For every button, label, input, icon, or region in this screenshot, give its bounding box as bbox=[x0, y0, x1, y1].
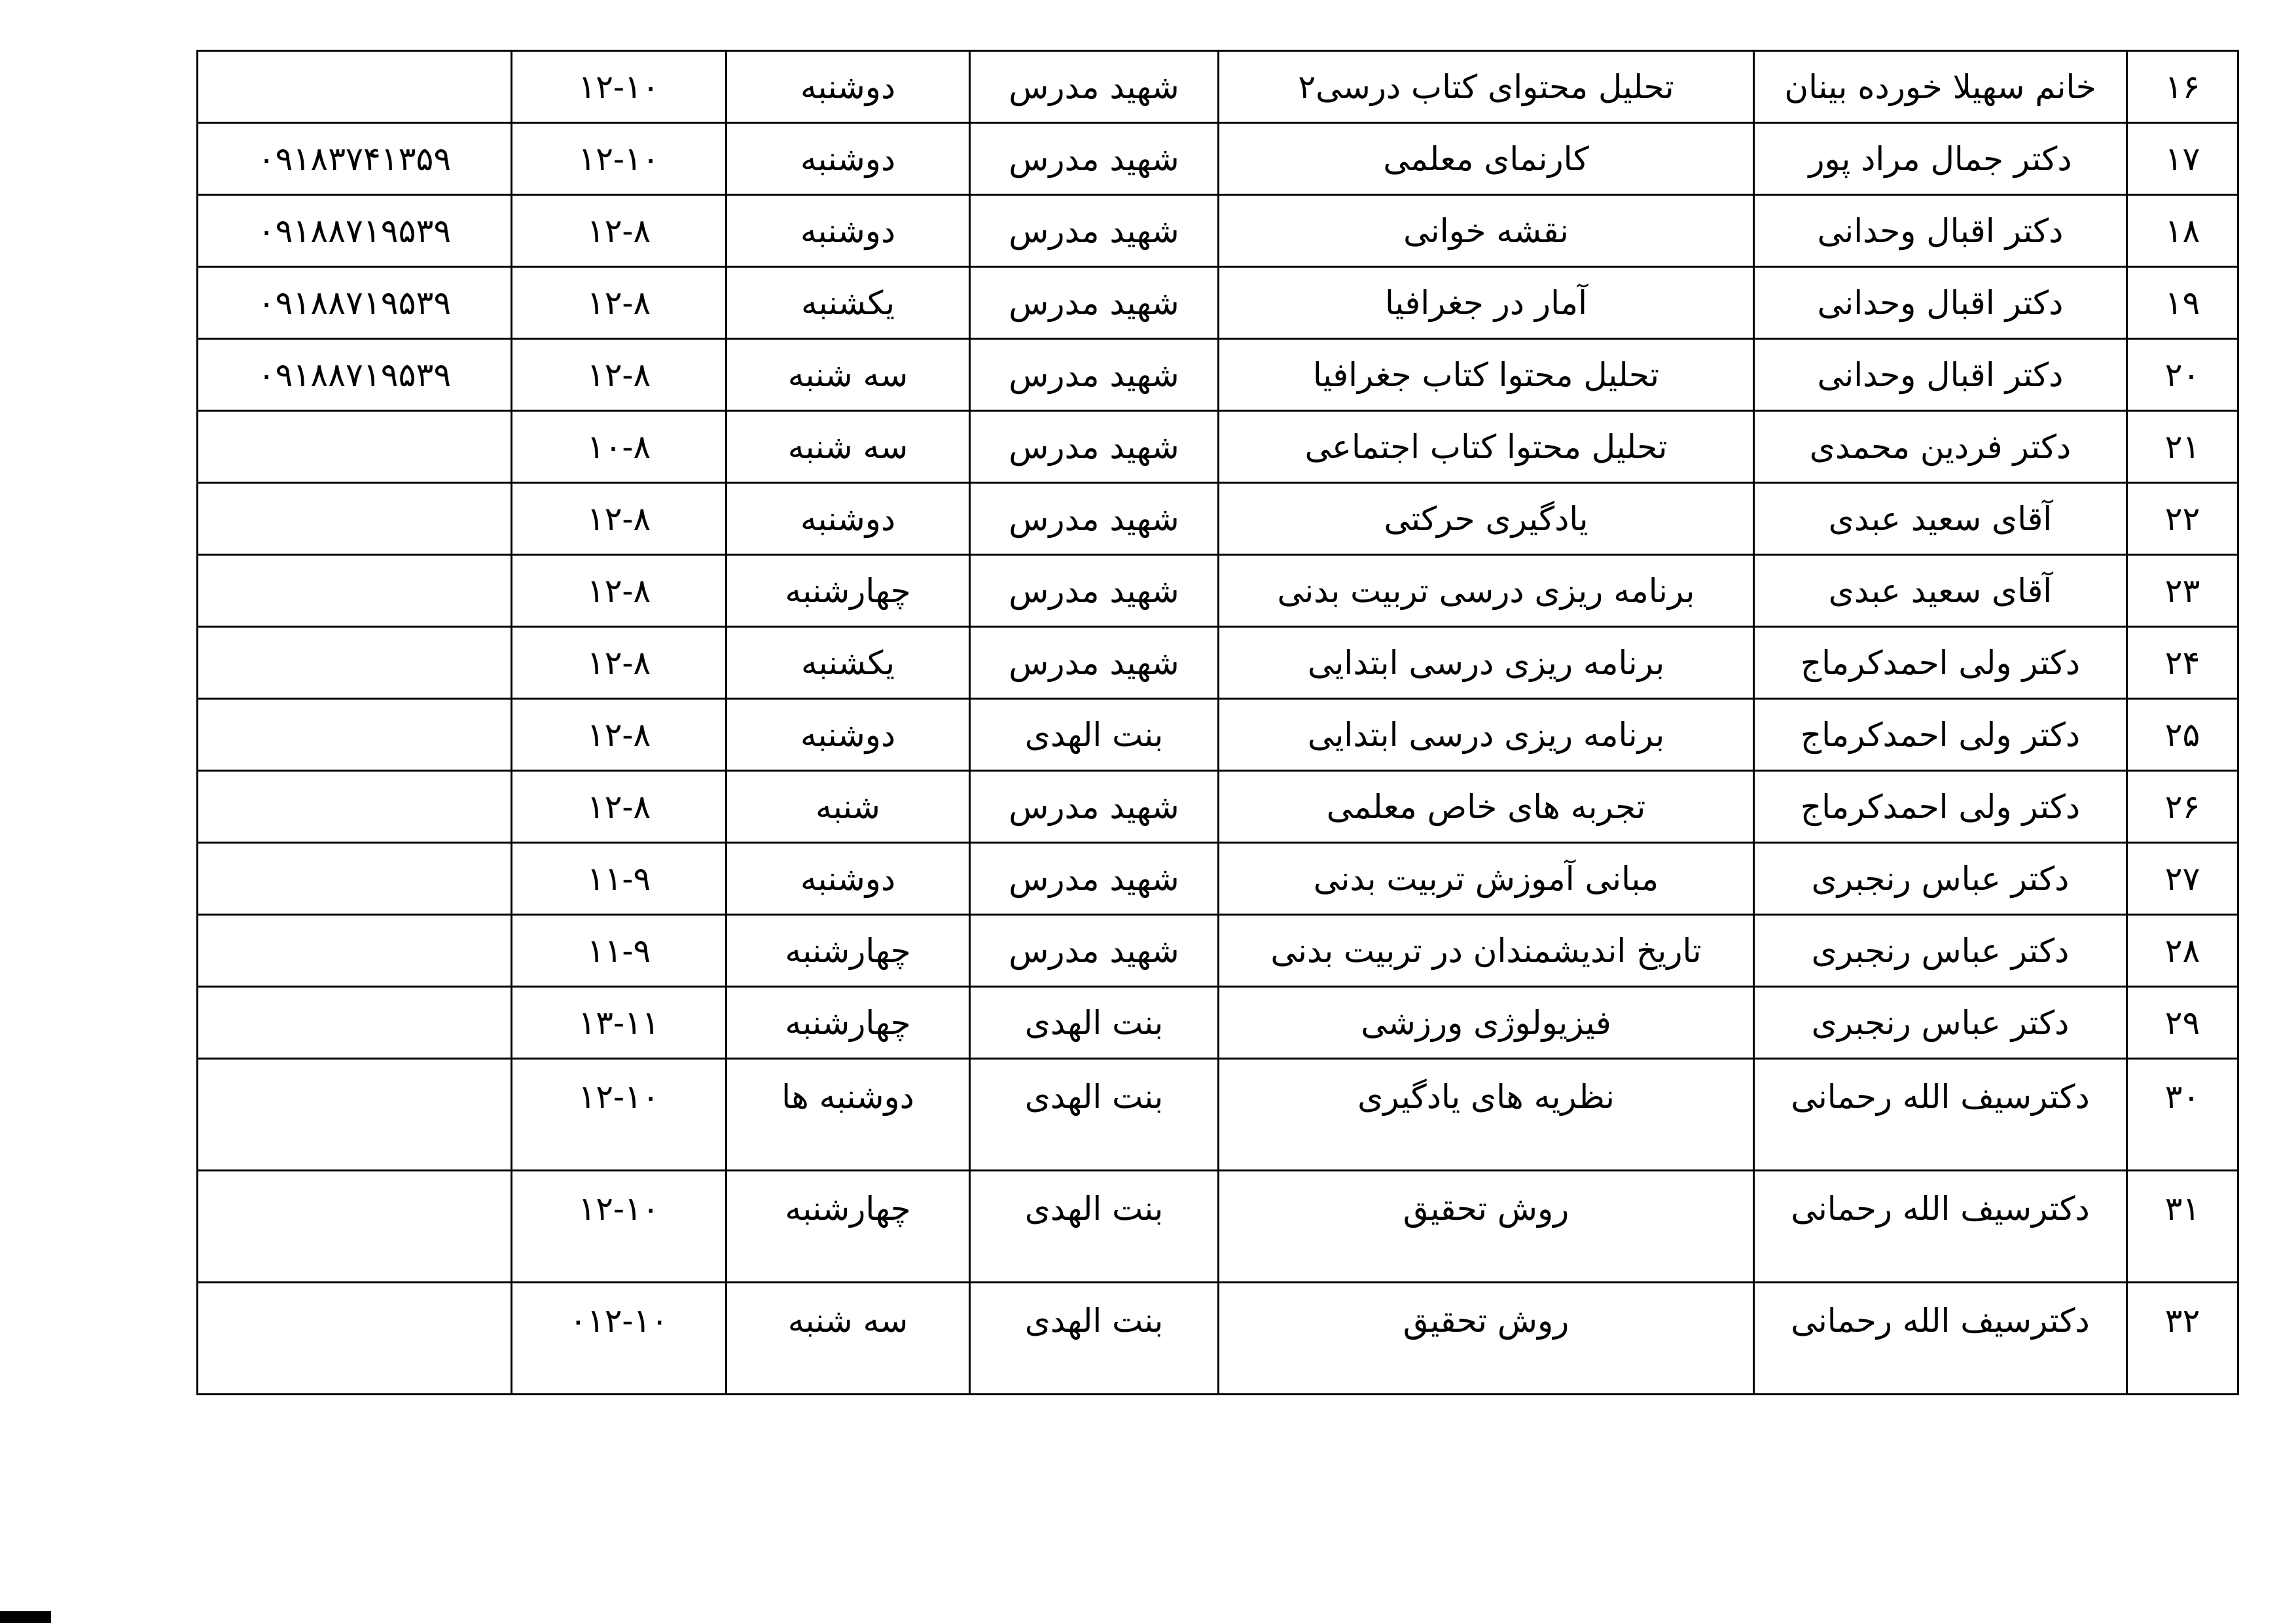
class-time: ۱۲-۱۰ bbox=[512, 1171, 726, 1283]
instructor-name: دکتر عباس رنجبری bbox=[1754, 915, 2127, 987]
table-row bbox=[198, 771, 2238, 843]
row-number: ۳۲ bbox=[2127, 1283, 2238, 1395]
course-title: فیزیولوژی ورزشی bbox=[1219, 987, 1754, 1059]
class-day: شنبه bbox=[726, 771, 970, 843]
course-title: مبانی آموزش تربیت بدنی bbox=[1219, 843, 1754, 915]
class-day: دوشنبه bbox=[726, 699, 970, 771]
table-row bbox=[198, 555, 2238, 627]
instructor-name: دکتر ولی احمدکرماج bbox=[1754, 627, 2127, 699]
class-day: سه شنبه bbox=[726, 1283, 970, 1395]
class-time: ۱۲-۸ bbox=[512, 771, 726, 843]
class-time: ۱۲-۱۰ bbox=[512, 123, 726, 195]
row-number: ۲۸ bbox=[2127, 915, 2238, 987]
phone-number bbox=[198, 555, 512, 627]
table-row bbox=[198, 483, 2238, 555]
course-title: تحلیل محتوا کتاب اجتماعی bbox=[1219, 411, 1754, 483]
phone-number: ۰۹۱۸۸۷۱۹۵۳۹ bbox=[198, 267, 512, 339]
class-day: چهارشنبه bbox=[726, 987, 970, 1059]
class-day: سه شنبه bbox=[726, 411, 970, 483]
course-title: روش تحقیق bbox=[1219, 1283, 1754, 1395]
instructor-name: دکترسیف الله رحمانی bbox=[1754, 1283, 2127, 1395]
table-row bbox=[198, 51, 2238, 123]
phone-number bbox=[198, 771, 512, 843]
class-time: ۱۲-۸ bbox=[512, 555, 726, 627]
row-number: ۳۰ bbox=[2127, 1059, 2238, 1171]
row-number: ۲۶ bbox=[2127, 771, 2238, 843]
phone-number bbox=[198, 1059, 512, 1171]
instructor-name: دکتر فردین محمدی bbox=[1754, 411, 2127, 483]
course-title: نقشه خوانی bbox=[1219, 195, 1754, 267]
class-time: ۱۱-۹ bbox=[512, 915, 726, 987]
class-time: ۱۲-۸ bbox=[512, 339, 726, 411]
campus-location: شهید مدرس bbox=[970, 339, 1219, 411]
class-day: دوشنبه bbox=[726, 483, 970, 555]
row-number: ۱۸ bbox=[2127, 195, 2238, 267]
row-number: ۳۱ bbox=[2127, 1171, 2238, 1283]
table-row bbox=[198, 987, 2238, 1059]
campus-location: بنت الهدی bbox=[970, 987, 1219, 1059]
campus-location: شهید مدرس bbox=[970, 555, 1219, 627]
campus-location: شهید مدرس bbox=[970, 123, 1219, 195]
table-row bbox=[198, 699, 2238, 771]
class-day: چهارشنبه bbox=[726, 555, 970, 627]
class-time: ۱۲-۸ bbox=[512, 195, 726, 267]
class-day: یکشنبه bbox=[726, 627, 970, 699]
campus-location: شهید مدرس bbox=[970, 771, 1219, 843]
table-row bbox=[198, 843, 2238, 915]
row-number: ۱۶ bbox=[2127, 51, 2238, 123]
phone-number: ۰۹۱۸۸۷۱۹۵۳۹ bbox=[198, 339, 512, 411]
phone-number bbox=[198, 843, 512, 915]
campus-location: شهید مدرس bbox=[970, 51, 1219, 123]
class-day: چهارشنبه bbox=[726, 915, 970, 987]
course-title: کارنمای معلمی bbox=[1219, 123, 1754, 195]
phone-number bbox=[198, 987, 512, 1059]
course-title: تجربه های خاص معلمی bbox=[1219, 771, 1754, 843]
instructor-name: دکتر ولی احمدکرماج bbox=[1754, 771, 2127, 843]
phone-number bbox=[198, 1283, 512, 1395]
campus-location: بنت الهدی bbox=[970, 1171, 1219, 1283]
class-time: ۱۱-۹ bbox=[512, 843, 726, 915]
course-title: برنامه ریزی درسی ابتدایی bbox=[1219, 627, 1754, 699]
phone-number bbox=[198, 627, 512, 699]
phone-number bbox=[198, 483, 512, 555]
instructor-name: دکتر اقبال وحدانی bbox=[1754, 339, 2127, 411]
class-time: ۱۲-۸ bbox=[512, 627, 726, 699]
table-row bbox=[198, 195, 2238, 267]
instructor-name: آقای سعید عبدی bbox=[1754, 483, 2127, 555]
table-row bbox=[198, 915, 2238, 987]
class-time: ۱۲-۸ bbox=[512, 483, 726, 555]
table-row bbox=[198, 1283, 2238, 1395]
campus-location: شهید مدرس bbox=[970, 915, 1219, 987]
phone-number bbox=[198, 915, 512, 987]
instructor-name: دکتر ولی احمدکرماج bbox=[1754, 699, 2127, 771]
instructor-name: دکتر عباس رنجبری bbox=[1754, 843, 2127, 915]
row-number: ۲۹ bbox=[2127, 987, 2238, 1059]
instructor-name: دکترسیف الله رحمانی bbox=[1754, 1059, 2127, 1171]
course-title: روش تحقیق bbox=[1219, 1171, 1754, 1283]
course-title: تحلیل محتوا کتاب جغرافیا bbox=[1219, 339, 1754, 411]
course-title: نظریه های یادگیری bbox=[1219, 1059, 1754, 1171]
row-number: ۲۵ bbox=[2127, 699, 2238, 771]
class-time: ۱۲-۱۰ bbox=[512, 51, 726, 123]
campus-location: شهید مدرس bbox=[970, 627, 1219, 699]
class-time: ۱۰-۸ bbox=[512, 411, 726, 483]
row-number: ۲۰ bbox=[2127, 339, 2238, 411]
class-day: دوشنبه bbox=[726, 195, 970, 267]
table-row bbox=[198, 411, 2238, 483]
campus-location: بنت الهدی bbox=[970, 699, 1219, 771]
instructor-name: دکتر جمال مراد پور bbox=[1754, 123, 2127, 195]
class-day: دوشنبه bbox=[726, 843, 970, 915]
instructor-name: آقای سعید عبدی bbox=[1754, 555, 2127, 627]
instructor-name: خانم سهیلا خورده بینان bbox=[1754, 51, 2127, 123]
row-number: ۲۴ bbox=[2127, 627, 2238, 699]
row-number: ۲۷ bbox=[2127, 843, 2238, 915]
phone-number: ۰۹۱۸۳۷۴۱۳۵۹ bbox=[198, 123, 512, 195]
course-title: برنامه ریزی درسی تربیت بدنی bbox=[1219, 555, 1754, 627]
table-row bbox=[198, 1059, 2238, 1171]
table-row bbox=[198, 339, 2238, 411]
class-time: ۰۱۲-۱۰ bbox=[512, 1283, 726, 1395]
row-number: ۲۲ bbox=[2127, 483, 2238, 555]
phone-number bbox=[198, 699, 512, 771]
course-title: تاریخ اندیشمندان در تربیت بدنی bbox=[1219, 915, 1754, 987]
campus-location: شهید مدرس bbox=[970, 843, 1219, 915]
campus-location: بنت الهدی bbox=[970, 1059, 1219, 1171]
table-row bbox=[198, 627, 2238, 699]
row-number: ۲۱ bbox=[2127, 411, 2238, 483]
campus-location: شهید مدرس bbox=[970, 267, 1219, 339]
course-title: برنامه ریزی درسی ابتدایی bbox=[1219, 699, 1754, 771]
class-time: ۱۳-۱۱ bbox=[512, 987, 726, 1059]
instructor-name: دکترسیف الله رحمانی bbox=[1754, 1171, 2127, 1283]
footer-watermark-logo bbox=[0, 1611, 51, 1623]
class-day: یکشنبه bbox=[726, 267, 970, 339]
class-day: چهارشنبه bbox=[726, 1171, 970, 1283]
phone-number bbox=[198, 411, 512, 483]
campus-location: شهید مدرس bbox=[970, 483, 1219, 555]
class-day: دوشنبه bbox=[726, 51, 970, 123]
campus-location: شهید مدرس bbox=[970, 411, 1219, 483]
row-number: ۱۷ bbox=[2127, 123, 2238, 195]
table-row bbox=[198, 1171, 2238, 1283]
instructor-name: دکتر اقبال وحدانی bbox=[1754, 195, 2127, 267]
row-number: ۲۳ bbox=[2127, 555, 2238, 627]
class-time: ۱۲-۱۰ bbox=[512, 1059, 726, 1171]
course-title: آمار در جغرافیا bbox=[1219, 267, 1754, 339]
schedule-table-body bbox=[198, 51, 2238, 1395]
row-number: ۱۹ bbox=[2127, 267, 2238, 339]
class-day: سه شنبه bbox=[726, 339, 970, 411]
course-title: یادگیری حرکتی bbox=[1219, 483, 1754, 555]
class-day: دوشنبه bbox=[726, 123, 970, 195]
instructor-name: دکتر عباس رنجبری bbox=[1754, 987, 2127, 1059]
class-time: ۱۲-۸ bbox=[512, 267, 726, 339]
course-title: تحلیل محتوای کتاب درسی۲ bbox=[1219, 51, 1754, 123]
instructor-name: دکتر اقبال وحدانی bbox=[1754, 267, 2127, 339]
campus-location: بنت الهدی bbox=[970, 1283, 1219, 1395]
phone-number bbox=[198, 51, 512, 123]
table-row bbox=[198, 123, 2238, 195]
class-time: ۱۲-۸ bbox=[512, 699, 726, 771]
campus-location: شهید مدرس bbox=[970, 195, 1219, 267]
schedule-sheet bbox=[198, 50, 2239, 1395]
class-day: دوشنبه ها bbox=[726, 1059, 970, 1171]
phone-number bbox=[198, 1171, 512, 1283]
schedule-table bbox=[196, 50, 2239, 1395]
phone-number: ۰۹۱۸۸۷۱۹۵۳۹ bbox=[198, 195, 512, 267]
table-row bbox=[198, 267, 2238, 339]
